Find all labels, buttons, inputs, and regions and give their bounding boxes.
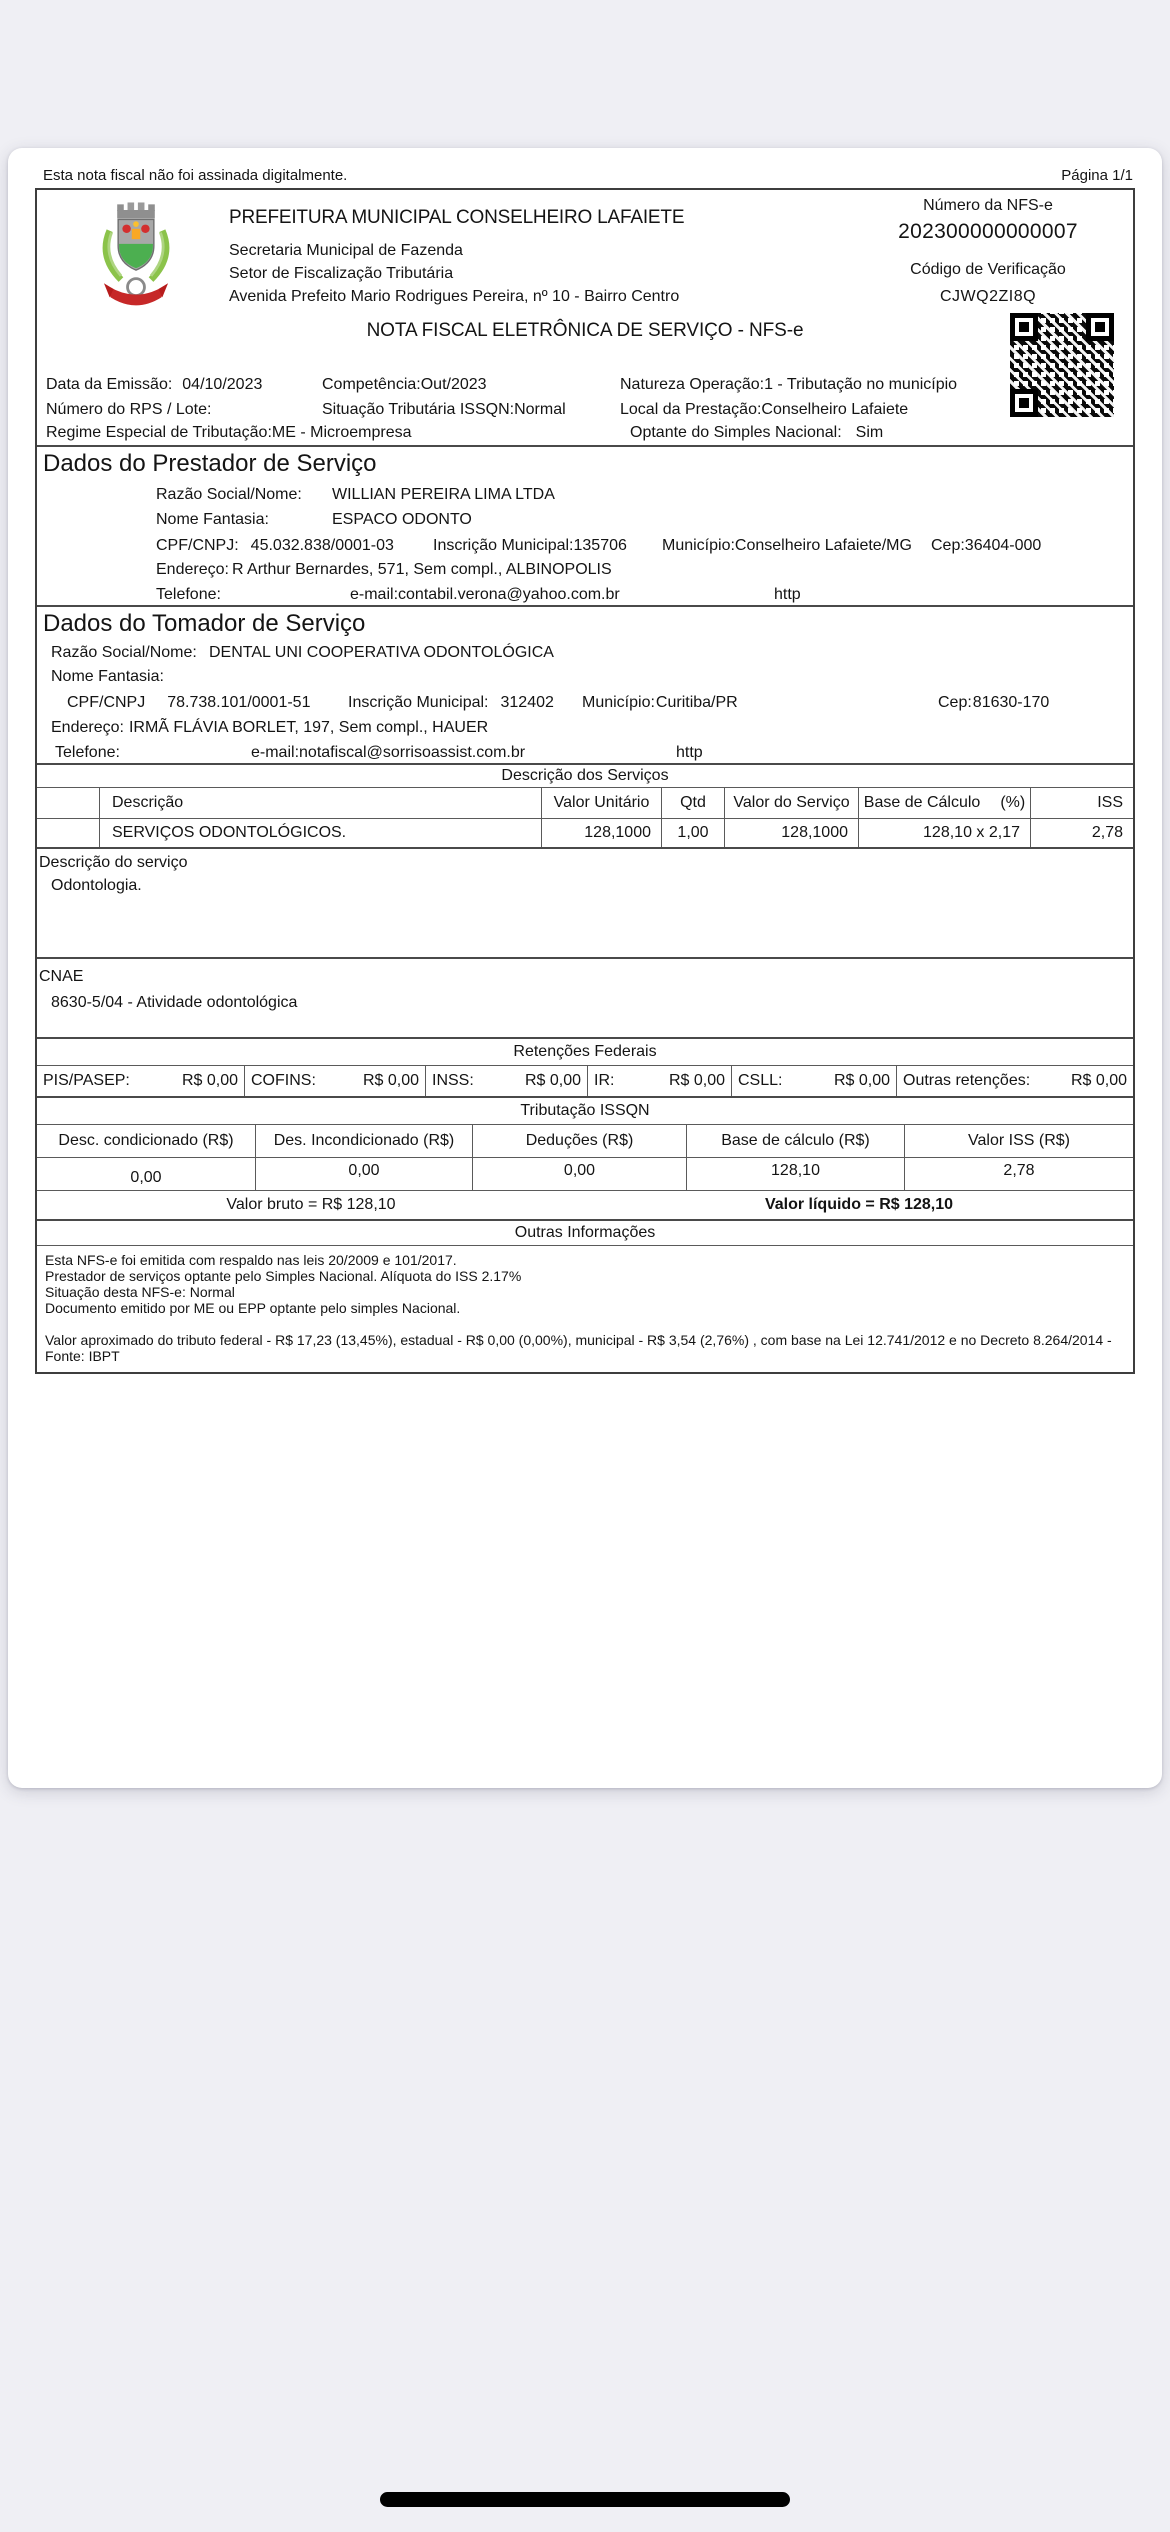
customer-email-label: e-mail: bbox=[251, 744, 300, 761]
customer-legal-name-row bbox=[51, 643, 554, 663]
other-info-line: Documento emitido por ME ou EPP optante pelo simples Nacional. bbox=[45, 1300, 461, 1316]
issqn-col-unconditional-discount: Des. Incondicionado (R$) bbox=[256, 1125, 473, 1157]
competence-value: Out/2023 bbox=[420, 376, 487, 393]
services-col-empty bbox=[37, 788, 100, 818]
service-cell-qty: 1,00 bbox=[662, 819, 725, 847]
customer-address-row bbox=[51, 718, 488, 738]
qr-finder-top-right bbox=[1086, 313, 1114, 341]
signature-notice: Esta nota fiscal não foi assinada digitalmente. bbox=[43, 167, 348, 184]
provider-section-title: Dados do Prestador de Serviço bbox=[43, 450, 377, 477]
withholding-cofins bbox=[245, 1066, 426, 1096]
qr-code bbox=[1005, 308, 1119, 422]
provider-email-label: e-mail: bbox=[350, 586, 399, 603]
issqn-status-pair bbox=[322, 400, 566, 420]
nfse-number-value: 202300000000007 bbox=[898, 220, 1078, 243]
service-location-label: Local da Prestação: bbox=[620, 401, 762, 418]
rps-pair bbox=[46, 400, 211, 420]
withholding-ir-label: IR: bbox=[594, 1072, 615, 1089]
issqn-status-label: Situação Tributária ISSQN: bbox=[322, 401, 515, 418]
net-value: Valor líquido = R$ 128,10 bbox=[764, 1196, 954, 1213]
withholding-inss bbox=[426, 1066, 588, 1096]
service-description-text: Odontologia. bbox=[51, 877, 142, 894]
competence-label: Competência: bbox=[322, 376, 421, 393]
provider-website-value: http bbox=[774, 586, 801, 603]
services-table-header bbox=[37, 787, 1133, 818]
customer-legal-name-label: Razão Social/Nome: bbox=[51, 644, 197, 661]
withholding-pis-label: PIS/PASEP: bbox=[43, 1072, 130, 1089]
municipality-block bbox=[229, 206, 684, 308]
withholding-ir-value: R$ 0,00 bbox=[668, 1072, 725, 1089]
services-col-iss: ISS bbox=[1097, 794, 1123, 811]
services-col-calc-base bbox=[859, 788, 1031, 818]
service-location-pair bbox=[620, 400, 908, 420]
customer-section-title: Dados do Tomador de Serviço bbox=[43, 610, 366, 637]
provider-cnpj-label: CPF/CNPJ: bbox=[156, 537, 239, 554]
withholding-inss-value: R$ 0,00 bbox=[524, 1072, 581, 1089]
customer-website-value: http bbox=[676, 744, 703, 761]
provider-trade-name-row bbox=[156, 510, 472, 530]
customer-municipality-label: Município: bbox=[582, 694, 655, 711]
customer-cnpj-label: CPF/CNPJ bbox=[67, 694, 146, 711]
issqn-section bbox=[37, 1096, 1133, 1190]
services-col-calc-base-pct: (%) bbox=[1000, 794, 1026, 811]
other-info-line bbox=[45, 1316, 1123, 1332]
document-title: NOTA FISCAL ELETRÔNICA DE SERVIÇO - NFS-e bbox=[366, 320, 804, 341]
service-cell-iss: 2,78 bbox=[1091, 824, 1123, 841]
service-cell-unit-value: 128,1000 bbox=[542, 819, 662, 847]
tax-regime-value: ME - Microempresa bbox=[271, 424, 412, 441]
federal-withholdings-section bbox=[37, 1037, 1133, 1096]
home-indicator[interactable] bbox=[380, 2492, 790, 2507]
issqn-title: Tributação ISSQN bbox=[520, 1102, 650, 1119]
emission-date-pair bbox=[46, 375, 262, 395]
withholding-cofins-label: COFINS: bbox=[251, 1072, 316, 1089]
other-info-line: Situação desta NFS-e: Normal bbox=[45, 1284, 235, 1300]
page-indicator: Página 1/1 bbox=[1061, 167, 1133, 184]
customer-zip-label: Cep: bbox=[938, 694, 972, 711]
nfse-sheet bbox=[35, 188, 1135, 1374]
withholding-others bbox=[897, 1066, 1133, 1096]
verification-code-value: CJWQ2ZI8Q bbox=[939, 288, 1037, 305]
provider-municipality-value: Conselheiro Lafaiete/MG bbox=[734, 537, 912, 554]
simples-label: Optante do Simples Nacional: bbox=[630, 424, 842, 441]
customer-email-pair bbox=[251, 743, 525, 763]
customer-cnpj-pair bbox=[67, 693, 310, 713]
provider-zip-label: Cep: bbox=[931, 537, 965, 554]
provider-cnpj-value: 45.032.838/0001-03 bbox=[250, 537, 394, 554]
issqn-col-conditional-discount: Desc. condicionado (R$) bbox=[37, 1125, 256, 1157]
withholding-csll-value: R$ 0,00 bbox=[833, 1072, 890, 1089]
provider-legal-name-value: WILLIAN PEREIRA LIMA LTDA bbox=[332, 486, 555, 503]
customer-cnpj-value: 78.738.101/0001-51 bbox=[167, 694, 311, 711]
provider-email-value: contabil.verona@yahoo.com.br bbox=[398, 586, 620, 603]
provider-legal-name-label: Razão Social/Nome: bbox=[156, 486, 302, 503]
municipality-name: PREFEITURA MUNICIPAL CONSELHEIRO LAFAIETE bbox=[229, 207, 685, 228]
service-cell-calc-base: 128,10 x 2,17 bbox=[859, 819, 1031, 847]
issqn-col-iss-value: Valor ISS (R$) bbox=[968, 1132, 1070, 1149]
nfse-document bbox=[35, 160, 1135, 1374]
services-col-description: Descrição bbox=[100, 788, 542, 818]
tax-regime-pair bbox=[46, 423, 411, 443]
operation-nature-label: Natureza Operação: bbox=[620, 376, 765, 393]
customer-section bbox=[37, 605, 1133, 763]
customer-municipal-registration-value: 312402 bbox=[500, 694, 554, 711]
provider-trade-name-value: ESPACO ODONTO bbox=[332, 511, 472, 528]
totals-row bbox=[37, 1190, 1133, 1219]
issqn-value-calc-base: 128,10 bbox=[687, 1158, 905, 1190]
operation-nature-value: 1 - Tributação no município bbox=[764, 376, 958, 393]
federal-withholdings-row bbox=[37, 1065, 1133, 1096]
customer-email-value: notafiscal@sorrisoassist.com.br bbox=[299, 744, 526, 761]
other-info-text bbox=[37, 1246, 1133, 1372]
emission-date-value: 04/10/2023 bbox=[182, 376, 263, 393]
services-section bbox=[37, 763, 1133, 847]
customer-trade-name-row bbox=[51, 667, 209, 687]
services-col-qty: Qtd bbox=[662, 788, 725, 818]
withholding-others-value: R$ 0,00 bbox=[1070, 1072, 1127, 1089]
withholding-pis bbox=[37, 1066, 245, 1096]
provider-phone-label: Telefone: bbox=[156, 586, 221, 603]
provider-municipal-registration-value: 135706 bbox=[573, 537, 627, 554]
operation-nature-pair bbox=[620, 375, 957, 395]
issqn-col-calc-base: Base de cálculo (R$) bbox=[687, 1125, 905, 1157]
service-description-title: Descrição do serviço bbox=[39, 854, 188, 871]
nfse-number-label: Número da NFS-e bbox=[923, 197, 1053, 214]
customer-trade-name-label: Nome Fantasia: bbox=[51, 668, 164, 685]
issqn-value-unconditional-discount: 0,00 bbox=[256, 1158, 473, 1190]
simples-value: Sim bbox=[855, 424, 884, 441]
tax-regime-label: Regime Especial de Tributação: bbox=[46, 424, 272, 441]
municipality-address: Avenida Prefeito Mario Rodrigues Pereira, nº 10 - Bairro Centro bbox=[229, 288, 680, 305]
issqn-header-row bbox=[37, 1124, 1133, 1157]
customer-zip-value: 81630-170 bbox=[972, 694, 1050, 711]
provider-trade-name-label: Nome Fantasia: bbox=[156, 511, 269, 528]
withholding-csll bbox=[732, 1066, 897, 1096]
service-cell-service-value: 128,1000 bbox=[725, 819, 859, 847]
customer-address-label: Endereço: bbox=[51, 719, 124, 736]
cnae-section bbox=[37, 957, 1133, 1037]
provider-municipality-pair bbox=[662, 536, 912, 556]
withholding-others-label: Outras retenções: bbox=[903, 1072, 1031, 1089]
qr-finder-top-left bbox=[1010, 313, 1038, 341]
provider-address-value: R Arthur Bernardes, 571, Sem compl., ALBINOPOLIS bbox=[231, 561, 612, 578]
other-info-line-taxes: Valor aproximado do tributo federal - R$ 17,23 (13,45%), estadual - R$ 0,00 (0,00%), municipal - R$ 3,54 (2,76%) , com base na Lei 12.741/2012 e no Decreto 8.264/2014 - Fonte: IBPT bbox=[45, 1332, 1112, 1364]
provider-address-row bbox=[156, 560, 612, 580]
issqn-value-deductions: 0,00 bbox=[473, 1158, 687, 1190]
verification-code-label: Código de Verificação bbox=[910, 261, 1066, 278]
customer-zip-pair bbox=[938, 693, 1049, 713]
rps-label: Número do RPS / Lote: bbox=[46, 401, 212, 418]
emission-date-label: Data da Emissão: bbox=[46, 376, 173, 393]
qr-finder-bottom-left bbox=[1010, 389, 1038, 417]
provider-address-label: Endereço: bbox=[156, 561, 229, 578]
municipality-secretariat: Secretaria Municipal de Fazenda bbox=[229, 242, 463, 259]
cnae-title: CNAE bbox=[39, 968, 84, 985]
service-description-section bbox=[37, 847, 1133, 957]
nfse-document-card[interactable] bbox=[8, 148, 1162, 1788]
services-col-service-value: Valor do Serviço bbox=[725, 788, 859, 818]
service-location-value: Conselheiro Lafaiete bbox=[761, 401, 909, 418]
customer-municipality-pair bbox=[582, 693, 738, 713]
withholding-csll-label: CSLL: bbox=[738, 1072, 783, 1089]
customer-address-value: IRMÃ FLÁVIA BORLET, 197, Sem compl., HAUER bbox=[128, 719, 489, 736]
issqn-status-value: Normal bbox=[514, 401, 566, 418]
provider-zip-pair bbox=[931, 536, 1041, 556]
nfse-number-block bbox=[851, 196, 1125, 307]
other-info-line: Esta NFS-e foi emitida com respaldo nas leis 20/2009 e 101/2017. bbox=[45, 1252, 457, 1268]
simples-pair bbox=[630, 423, 883, 443]
provider-legal-name-row bbox=[156, 485, 555, 505]
provider-municipal-registration-label: Inscrição Municipal: bbox=[433, 537, 574, 554]
provider-email-pair bbox=[350, 585, 620, 605]
municipal-coat-of-arms-icon bbox=[89, 200, 183, 314]
withholding-cofins-value: R$ 0,00 bbox=[362, 1072, 419, 1089]
services-col-unit-value: Valor Unitário bbox=[542, 788, 662, 818]
customer-municipal-registration-pair bbox=[348, 693, 554, 713]
withholding-ir bbox=[588, 1066, 732, 1096]
withholding-pis-value: R$ 0,00 bbox=[181, 1072, 238, 1089]
document-meta-row bbox=[35, 160, 1135, 188]
cnae-value: 8630-5/04 - Atividade odontológica bbox=[51, 994, 298, 1011]
customer-municipal-registration-label: Inscrição Municipal: bbox=[348, 694, 489, 711]
customer-legal-name-value: DENTAL UNI COOPERATIVA ODONTOLÓGICA bbox=[209, 644, 554, 661]
service-cell-empty bbox=[37, 819, 100, 847]
issqn-col-deductions: Deduções (R$) bbox=[473, 1125, 687, 1157]
other-info-title: Outras Informações bbox=[37, 1221, 1133, 1246]
withholding-inss-label: INSS: bbox=[432, 1072, 474, 1089]
gross-value: Valor bruto = R$ 128,10 bbox=[226, 1196, 396, 1213]
header-section bbox=[37, 190, 1133, 445]
provider-zip-value: 36404-000 bbox=[964, 537, 1042, 554]
services-section-title: Descrição dos Serviços bbox=[501, 767, 669, 784]
issqn-values-row bbox=[37, 1157, 1133, 1190]
federal-withholdings-title: Retenções Federais bbox=[513, 1043, 657, 1060]
other-info-section bbox=[37, 1219, 1133, 1372]
provider-municipal-registration-pair bbox=[433, 536, 627, 556]
provider-section bbox=[37, 445, 1133, 605]
municipality-sector: Setor de Fiscalização Tributária bbox=[229, 265, 454, 282]
provider-cnpj-pair bbox=[156, 536, 394, 556]
competence-pair bbox=[322, 375, 487, 395]
provider-municipality-label: Município: bbox=[662, 537, 735, 554]
customer-phone-label: Telefone: bbox=[55, 744, 120, 761]
issqn-value-iss: 2,78 bbox=[1003, 1162, 1035, 1179]
issqn-value-conditional-discount: 0,00 bbox=[37, 1158, 256, 1190]
customer-municipality-value: Curitiba/PR bbox=[655, 694, 738, 711]
services-col-calc-base-label: Base de Cálculo bbox=[863, 794, 981, 811]
other-info-line: Prestador de serviços optante pelo Simples Nacional. Alíquota do ISS 2.17% bbox=[45, 1268, 522, 1284]
services-table-row bbox=[37, 818, 1133, 847]
service-cell-description: SERVIÇOS ODONTOLÓGICOS. bbox=[100, 819, 542, 847]
